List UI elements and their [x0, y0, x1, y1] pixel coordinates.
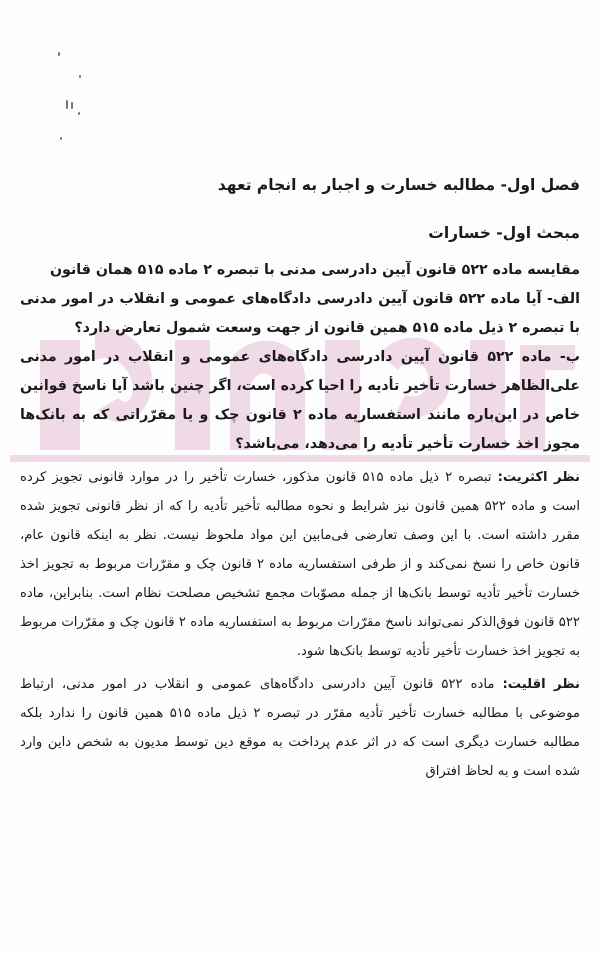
scan-speck — [58, 52, 60, 56]
minority-opinion — [20, 670, 580, 786]
majority-opinion-text: تبصره ۲ ذیل ماده ۵۱۵ قانون مذکور، خسارت تأخیر را در موارد قانونی تجویز کرده است و ماده ۵۲۲ همین قانون نیز شرایط و نحوه مطالبه تأخیر تأدیه را که از نظر قانونی تجویز شده مقرر داشته است. با این وصف تعارضی فی‌مابین این مواد ملحوظ نیست. نظر به اینکه قانون عام، قانون خاص را نسخ نمی‌کند و از طرفی استفساریه ماده ۲ قانون چک و مقرّرات مربوط به تجویز اخذ خسارت تأخیر تأدیه توسط بانک‌ها از جمله مصوّبات مجمع تشخیص مصلحت نظام است. بنابراین، ماده ۵۲۲ قانون فوق‌الذکر نمی‌تواند ناسخ مقرّرات مربوط به استفساریه ماده ۲ قانون چک و مقرّرات مربوط به تجویز اخذ خسارت تأخیر تأدیه توسط بانک‌ها شود. — [20, 470, 581, 659]
scan-speck — [60, 137, 62, 140]
scan-speck — [79, 75, 81, 78]
scan-speck — [66, 100, 68, 109]
minority-opinion-text: ماده ۵۲۲ قانون آیین دادرسی دادگاه‌های عمومی و انقلاب در امور مدنی، ارتباط موضوعی با مطالبه خسارت تأخیر تأدیه مقرّر در تبصره ۲ ذیل ماده ۵۱۵ همین قانون را ندارد بلکه مطالبه خسارت دیگری است که در اثر عدم پرداخت به موقع دین توسط مدیون به شخص داین وارد شده است و به لحاظ افتراق — [20, 677, 580, 779]
question-title: مقایسه ماده ۵۲۲ قانون آیین دادرسی مدنی با تبصره ۲ ماده ۵۱۵ همان قانون — [49, 262, 580, 278]
majority-opinion — [20, 463, 580, 666]
chapter-title: فصل اول- مطالبه خسارت و اجبار به انجام تعهد — [217, 176, 580, 194]
question-alef: الف- آیا ماده ۵۲۲ قانون آیین دادرسی دادگاه‌های عمومی و انقلاب در امور مدنی با تبصره ۲ ذیل ماده ۵۱۵ همین قانون از جهت وسعت شمول تعارض دارد؟ — [20, 291, 580, 336]
question-be: ب- ماده ۵۲۲ قانون آیین دادرسی دادگاه‌های عمومی و انقلاب در امور مدنی علی‌الظاهر خسارت تأخیر تأدیه را احیا کرده است، اگر چنین باشد آیا ناسخ قوانین خاص در این‌باره مانند استفساریه ماده ۲ قانون چک و یا مقرّراتی که به بانک‌ها مجوز اخذ خسارت تأخیر تأدیه را می‌دهد، می‌باشد؟ — [20, 349, 580, 452]
page-content — [20, 172, 580, 786]
majority-opinion-label: نظر اکثریت: — [497, 470, 580, 485]
scan-speck — [71, 102, 73, 109]
section-title: مبحث اول- خسارات — [428, 224, 580, 242]
scan-speck — [78, 112, 80, 115]
minority-opinion-label: نظر اقلیت: — [502, 677, 581, 692]
